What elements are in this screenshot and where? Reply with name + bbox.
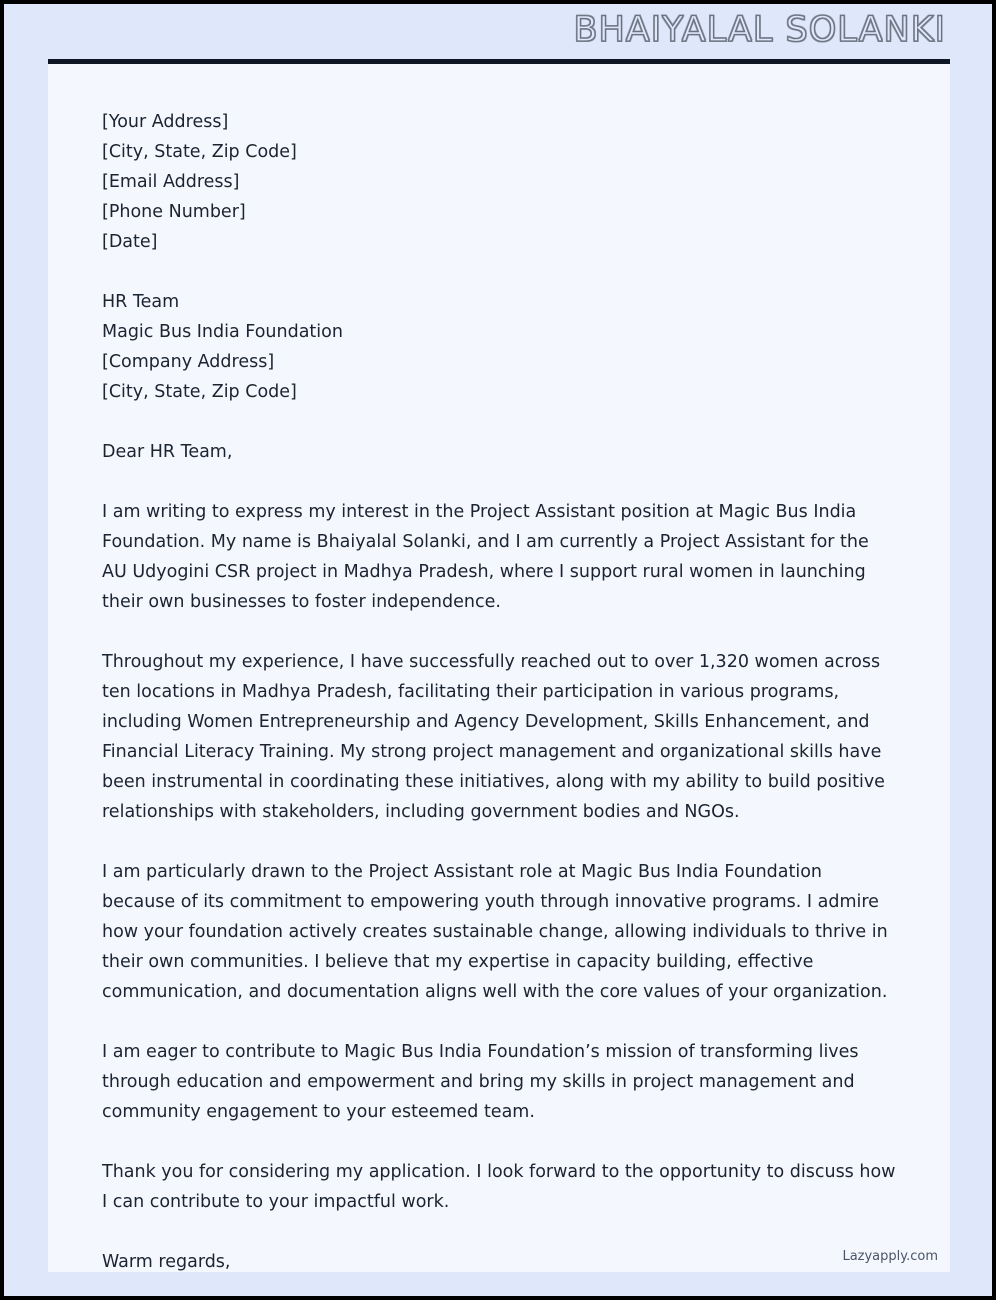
body-paragraph-4: I am eager to contribute to Magic Bus India Foundation’s mission of transforming lives through education and empowerment and bring my skills in project management and community engagement to your esteemed team. xyxy=(102,1042,859,1122)
recipient-address-block xyxy=(102,287,898,407)
recipient-city-line: [City, State, Zip Code] xyxy=(102,382,297,402)
body-paragraph-3: I am particularly drawn to the Project Assistant role at Magic Bus India Foundation because of its commitment to empowering youth through innovative programs. I admire how your foundation actively creates sustainable change, allowing individuals to thrive in their own communities. I believe that my expertise in capacity building, effective communication, and documentation aligns well with the core values of your organization. xyxy=(102,862,888,1002)
sender-email-line: [Email Address] xyxy=(102,172,240,192)
recipient-company-line: Magic Bus India Foundation xyxy=(102,322,343,342)
sender-address-line: [Your Address] xyxy=(102,112,229,132)
recipient-team-line: HR Team xyxy=(102,292,180,312)
sender-phone-line: [Phone Number] xyxy=(102,202,246,222)
letter-body xyxy=(48,64,950,1272)
salutation: Dear HR Team, xyxy=(102,442,233,462)
letter-sheet xyxy=(48,59,950,1272)
body-paragraph-1: I am writing to express my interest in the Project Assistant position at Magic Bus India Foundation. My name is Bhaiyalal Solanki, and I am currently a Project Assistant for the AU Udyogini CSR project in Madhya Pradesh, where I support rural women in launching their own businesses to foster independence. xyxy=(102,502,869,612)
document-header xyxy=(4,4,992,56)
body-paragraph-2: Throughout my experience, I have successfully reached out to over 1,320 women across ten locations in Madhya Pradesh, facilitating their participation in various programs, including Women Entrepreneurship and Agency Development, Skills Enhancement, and Financial Literacy Training. My strong project management and organizational skills have been instrumental in coordinating these initiatives, along with my ability to build positive relationships with stakeholders, including government bodies and NGOs. xyxy=(102,652,885,822)
sender-date-line: [Date] xyxy=(102,232,158,252)
page-title: BHAIYALAL SOLANKI xyxy=(573,10,946,50)
recipient-address-line: [Company Address] xyxy=(102,352,275,372)
sender-city-line: [City, State, Zip Code] xyxy=(102,142,297,162)
watermark: Lazyapply.com xyxy=(842,1249,938,1264)
sender-address-block xyxy=(102,107,898,257)
body-paragraph-5: Thank you for considering my application. I look forward to the opportunity to discuss how I can contribute to your impactful work. xyxy=(102,1162,896,1212)
closing: Warm regards, xyxy=(102,1252,231,1272)
